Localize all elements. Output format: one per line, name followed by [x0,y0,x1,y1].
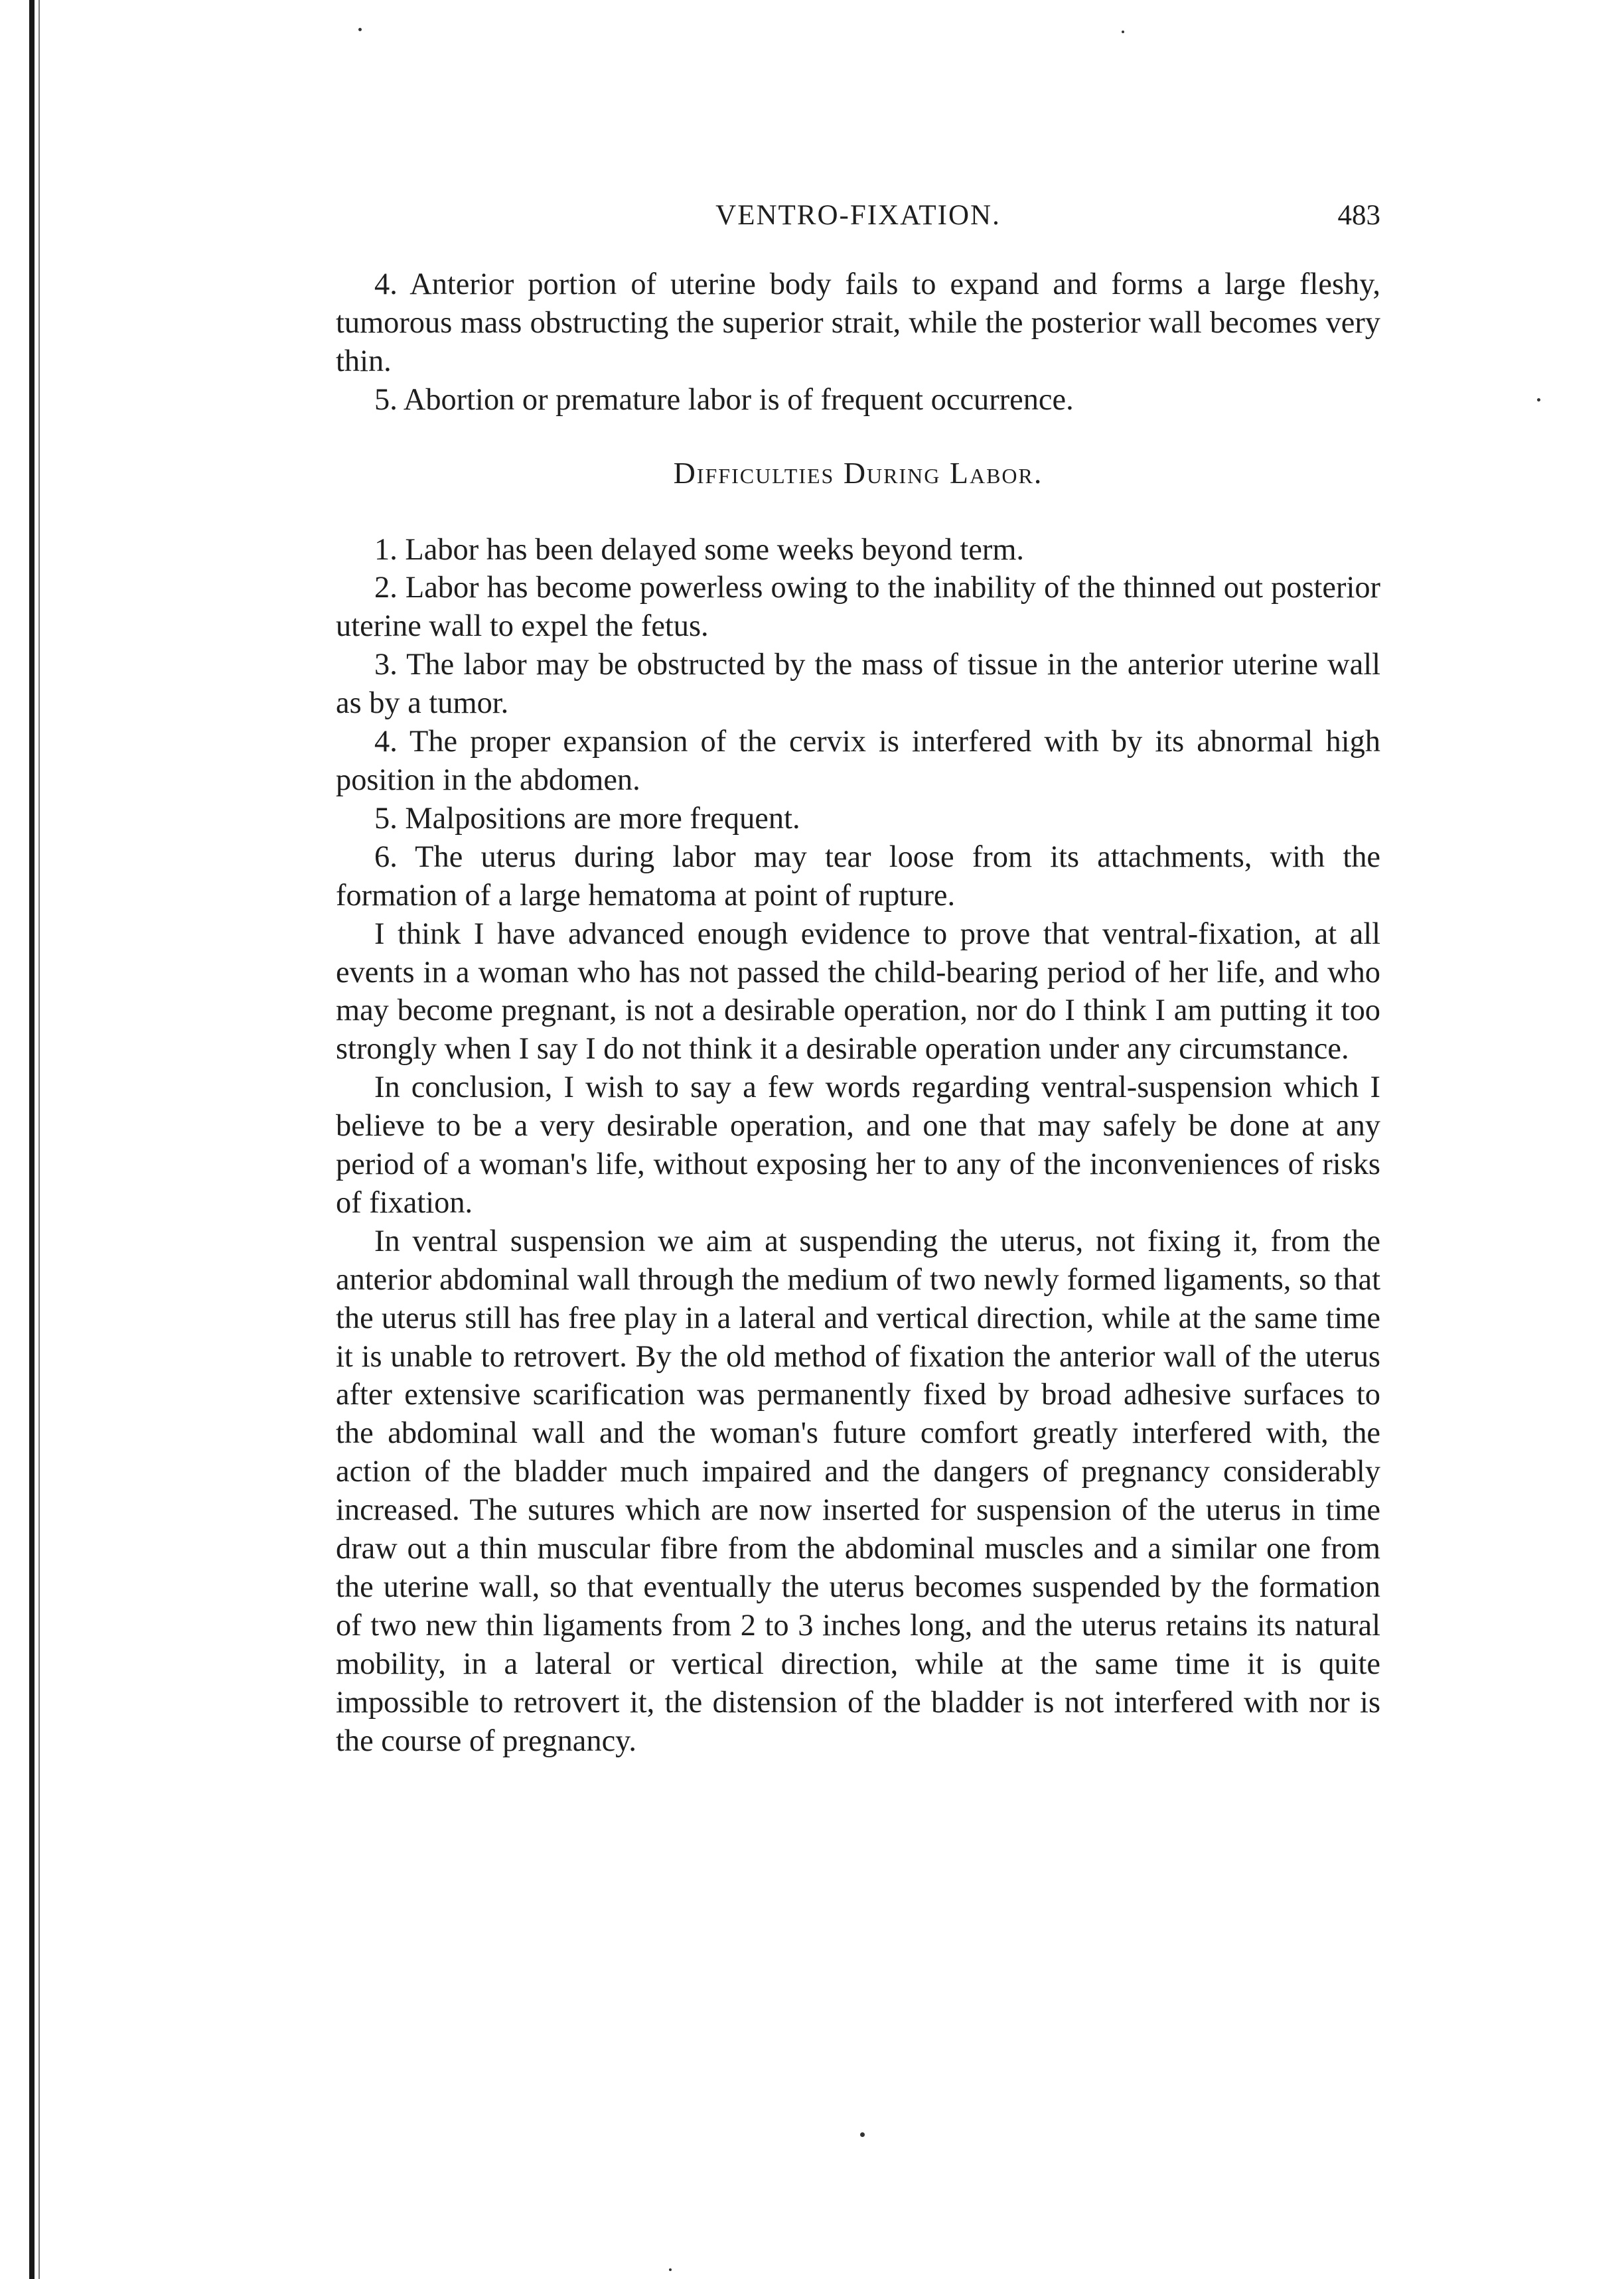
body-paragraph: In conclusion, I wish to say a few words regarding ventral-suspension which I believe to be a very desirable operation, and one that may safely be done at any period of a woman's life, without exposing her to any of the inconveniences of risks of fixation. [336,1070,1380,1220]
book-page [336,199,1380,1761]
body-paragraph: I think I have advanced enough evidence to prove that ventral-fixation, at all events in a woman who has not passed the child-bearing period of her life, and who may become pregnant, is not a desirable operation, nor do I think I am putting it too strongly when I say I do not think it a desirable operation under any circumstance. [336,917,1380,1066]
list-item: 6. The uterus during labor may tear loose from its attachments, with the formation of a large hematoma at point of rupture. [336,840,1380,913]
ink-speck [860,2132,865,2137]
page-binding-edge [29,0,35,2279]
ink-speck [358,28,362,31]
list-item: 1. Labor has been delayed some weeks beyond term. [374,532,1025,567]
list-item: 2. Labor has become powerless owing to the inability of the thinned out posterior uterine wall to expel the fetus. [336,571,1380,644]
paragraph-item-5: 5. Abortion or premature labor is of frequent occurrence. [374,382,1074,417]
body-paragraph: In ventral suspension we aim at suspending the uterus, not fixing it, from the anterior abdominal wall through the medium of two newly formed ligaments, so that the uterus still has free play in a lateral and vertical direction, while at the same time it is unable to retrovert. By the old method of fixation the anterior wall of the uterus after extensive scarification was permanently fixed by broad adhesive surfaces to the abdominal wall and the woman's future comfort greatly interfered with, the action of the bladder much impaired and the dangers of pregnancy considerably increased. The sutures which are now inserted for suspension of the uterus in time draw out a thin muscular fibre from the abdominal muscles and a similar one from the uterine wall, so that eventually the uterus becomes suspended by the formation of two new thin ligaments from 2 to 3 inches long, and the uterus retains its natural mobility, in a lateral or vertical direction, while at the same time it is quite impossible to retrovert it, the distension of the bladder is not interfered with nor is the course of pregnancy. [336,1224,1380,1758]
page-header [336,199,1380,239]
section-heading: Difficulties During Labor. [673,455,1043,490]
paragraph-item-4: 4. Anterior portion of uterine body fails to expand and forms a large fleshy, tumorous mass obstructing the superior strait, while the posterior wall becomes very thin. [336,267,1380,378]
page-number: 483 [1337,200,1380,231]
ink-speck [1537,398,1540,402]
list-item: 4. The proper expansion of the cervix is interfered with by its abnormal high position in the abdomen. [336,725,1380,797]
running-head: VENTRO-FIXATION. [715,200,1001,231]
page-binding-shadow [38,0,40,2279]
ink-speck [1122,31,1124,33]
list-item: 5. Malpositions are more frequent. [374,801,800,836]
ink-speck [669,2268,672,2271]
list-item: 3. The labor may be obstructed by the mass of tissue in the anterior uterine wall as by a tumor. [336,648,1380,721]
